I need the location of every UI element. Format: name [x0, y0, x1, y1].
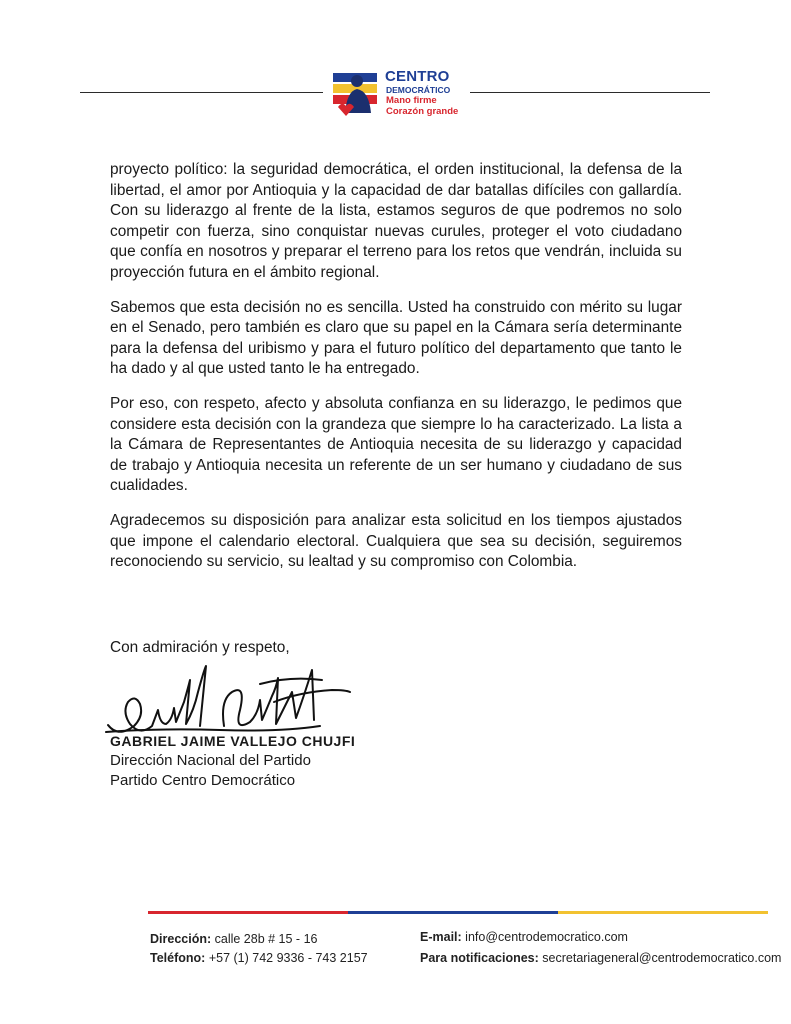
notifications-email[interactable]: secretariageneral@centrodemocratico.com	[542, 951, 782, 965]
logo-slogan-line2: Corazón grande	[386, 105, 459, 117]
logo-brand-line1: CENTRO	[385, 68, 450, 85]
footer-notifications	[420, 951, 781, 965]
signer-party: Partido Centro Democrático	[110, 772, 296, 789]
footer-bar-yellow	[558, 911, 768, 914]
closing-salutation: Con admiración y respeto,	[110, 639, 290, 656]
notifications-label: Para notificaciones:	[420, 951, 539, 965]
paragraph: proyecto político: la seguridad democrática, el orden institucional, la defensa de la libertad, el amor por Antioquia y la capacidad de dar batallas difíciles con gallardía. Con su liderazgo al frente de la lista, estamos seguros de que podremos no solo competir con fuerza, sino conquistar nuevas curules, proteger el voto ciudadano que confía en nosotros y preparar el terreno para los retos que vendrán, incluida su proyección futura en el ámbito regional.	[110, 161, 682, 281]
footer-phone	[150, 951, 368, 965]
logo-brand-line2: DEMOCRÁTICO	[386, 85, 451, 95]
footer-email	[420, 930, 628, 944]
address-value: calle 28b # 15 - 16	[214, 932, 318, 946]
paragraph: Por eso, con respeto, afecto y absoluta confianza en su liderazgo, le pedimos que considere esta decisión con la grandeza que siempre lo ha caracterizado. La lista a la Cámara de Representantes de Antioquia necesita de su liderazgo y capacidad de trabajo y Antioquia necesita un referente de un ser humano y ciudadano de sus cualidades.	[110, 394, 682, 495]
paragraph: Sabemos que esta decisión no es sencilla. Usted ha construido con mérito su lugar en el Senado, pero también es claro que su papel en la Cámara sería determinante para la defensa del uribismo y para el futuro político del departamento que tanto le ha dado y al que usted tanto le ha entregado.	[110, 298, 682, 378]
party-logo	[333, 67, 463, 119]
signer-role: Dirección Nacional del Partido	[110, 752, 311, 769]
paragraph: Agradecemos su disposición para analizar esta solicitud en los tiempos ajustados que impone el calendario electoral. Cualquiera que sea su decisión, seguiremos reconociendo su servicio, su lealtad y su compromiso con Colombia.	[110, 511, 682, 571]
phone-value: +57 (1) 742 9336 - 743 2157	[208, 951, 368, 965]
logo-slogan	[386, 96, 458, 117]
header-rule-right	[470, 92, 710, 93]
logo-slogan-line1: Mano firme	[386, 95, 437, 106]
letter-body	[110, 160, 682, 587]
email-label: E-mail:	[420, 930, 462, 944]
party-emblem-icon	[333, 67, 381, 119]
footer-address	[150, 932, 317, 946]
signer-name: GABRIEL JAIME VALLEJO CHUJFI	[110, 733, 356, 749]
email-value[interactable]: info@centrodemocratico.com	[465, 930, 628, 944]
footer-bar-red	[148, 911, 348, 914]
footer-bar-blue	[348, 911, 558, 914]
phone-label: Teléfono:	[150, 951, 206, 965]
header-rule-left	[80, 92, 323, 93]
address-label: Dirección:	[150, 932, 212, 946]
